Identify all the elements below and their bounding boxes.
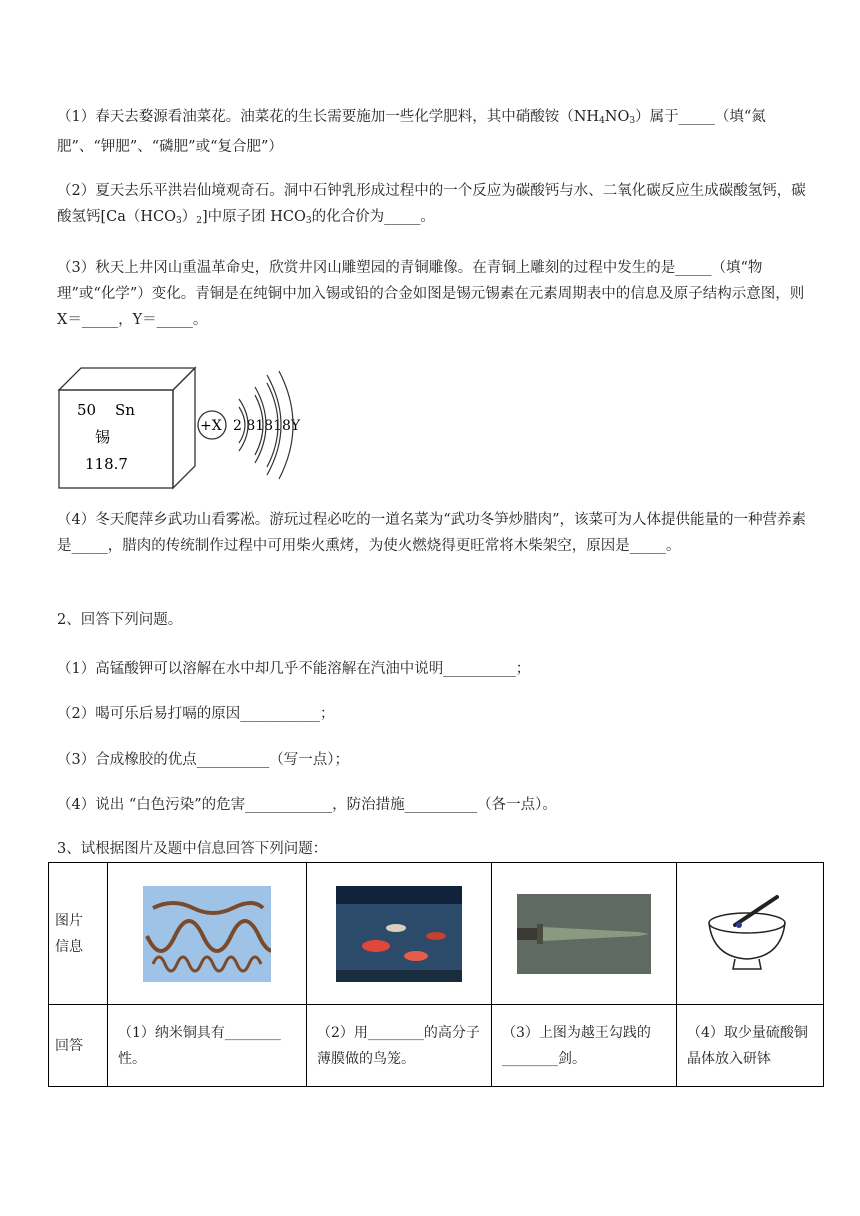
element-name: 锡: [95, 428, 111, 446]
sword-image: [517, 894, 651, 974]
q1-part1: [57, 104, 817, 160]
q1-part2-text-b: ）: [181, 209, 197, 225]
q1-part1-text-a: （1）春天去婺源看油菜花。油菜花的生长需要施加一些化学肥料，其中硝酸铵（NH: [57, 109, 600, 125]
q1-part1-text-b: NO: [604, 109, 630, 125]
element-symbol: Sn: [115, 401, 135, 419]
q1-part2-text-a: （2）夏天去乐平洪岩仙境观奇石。洞中石钟乳形成过程中的一个反应为碳酸钙与水、二氧化碳反应生成碳酸氢钙，碳酸氢钙[Ca（HCO: [57, 183, 806, 225]
q1-part2: [57, 178, 817, 234]
subscript: 3: [629, 116, 636, 126]
q2-item: （1）高锰酸钾可以溶解在水中却几乎不能溶解在汽油中说明__________；: [57, 661, 531, 677]
tin-element-diagram: [57, 365, 317, 490]
fish-tank-image: [336, 886, 462, 982]
electron-shells: 2 81818Y: [233, 418, 301, 434]
q1-part3-text: （3）秋天上井冈山重温革命史，欣赏井冈山雕塑园的青铜雕像。在青铜上雕刻的过程中发生的是_____（填“物理”或“化学”）变化。青铜是在纯铜中加入锡或铅的合金如图是锡元锡素在元素周期表中的信息及原子结构示意图，则 X＝_____，Y＝_____。: [57, 260, 809, 328]
atom-structure: [198, 371, 301, 479]
picture-mortar: [677, 863, 824, 1005]
subscript: 3: [305, 216, 312, 226]
row-label-picture-info: 图片 信息: [49, 863, 108, 1005]
q1-part3: [57, 255, 817, 333]
row-label-answer: 回答: [49, 1005, 108, 1087]
answer-2: （2）用________的高分子薄膜做的鸟笼。: [307, 1005, 492, 1087]
answer-4: （4）取少量硫酸铜晶体放入研钵: [677, 1005, 824, 1087]
q2-title: 2、回答下列问题。: [57, 612, 183, 628]
q1-part2-text-c: ]中原子团 HCO: [202, 209, 306, 225]
q3-title: 3、试根据图片及题中信息回答下列问题：: [57, 841, 328, 857]
answer-3: （3）上图为越王勾践的________剑。: [492, 1005, 677, 1087]
nano-copper-image: [143, 886, 271, 982]
q1-part1-text-c: ）属于_____（填“氮肥”、“钾肥”、“磷肥”或“复合肥”）: [57, 109, 766, 155]
picture-nano-copper: [108, 863, 307, 1005]
q2-item: （2）喝可乐后易打嗝的原因___________；: [57, 706, 335, 722]
element-number: 50: [77, 401, 97, 419]
picture-bird-cage-fish: [307, 863, 492, 1005]
q2-item: （3）合成橡胶的优点__________（写一点）；: [57, 752, 349, 768]
subscript: 2: [196, 216, 202, 226]
q1-part2-text-d: 的化合价为_____。: [311, 209, 435, 225]
answer-1: （1）纳米铜具有________性。: [108, 1005, 307, 1087]
subscript: 3: [176, 216, 182, 226]
q1-part4-text: （4）冬天爬萍乡武功山看雾凇。游玩过程必吃的一道名菜为“武功冬笋炒腊肉”，该菜可为人体提供能量的一种营养素是_____，腊肉的传统制作过程中可用柴火熏烤，为使火燃烧得更旺常将木柴架空，原因是_____。: [57, 512, 807, 554]
q2-item: （4）说出 “白色污染”的危害____________，防治措施__________（各一点）。: [57, 797, 557, 813]
mortar-pestle-image: [705, 893, 795, 975]
nucleus-label: +X: [200, 418, 222, 434]
subscript: 4: [599, 116, 605, 126]
q3-table: [48, 862, 824, 1087]
picture-sword: [492, 863, 677, 1005]
q1-part4: [57, 507, 817, 559]
element-mass: 118.7: [85, 455, 128, 473]
